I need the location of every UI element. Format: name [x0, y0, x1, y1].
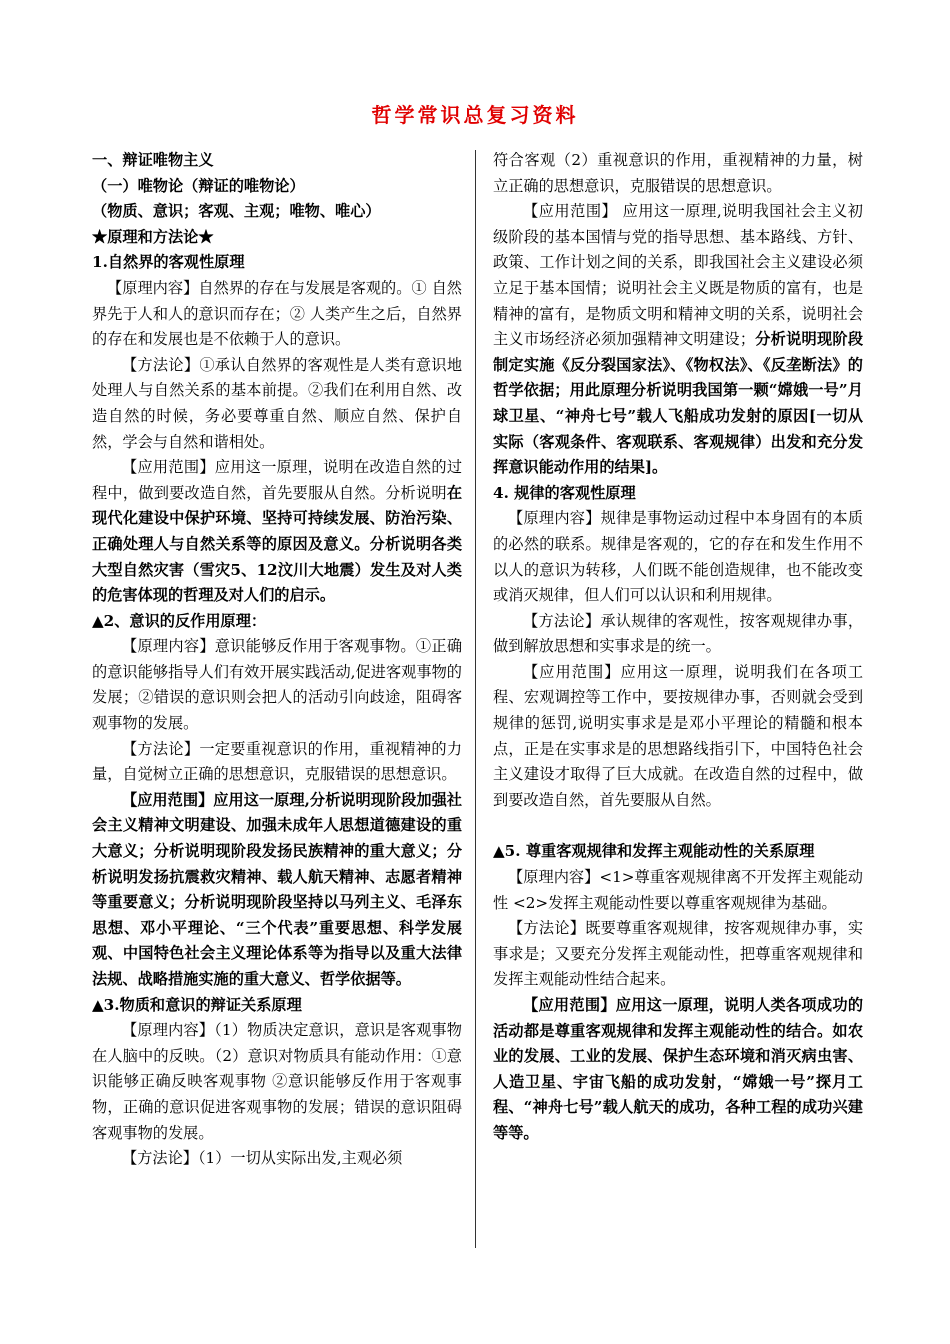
paragraph: 【原理内容】（1）物质决定意识，意识是客观事物在人脑中的反映。（2）意识对物质具有能动作用：①意识能够正确反映客观事物 ②意识能够反作用于客观事物，正确的意识促进客观事物的发展；错误的意识阻碍客观事物的发展。: [92, 1021, 462, 1142]
paragraph: 【方法论】既要尊重客观规律，按客观规律办事，实事求是；又要充分发挥主观能动性，把尊重客观规律和发挥主观能动性结合起来。: [493, 919, 863, 989]
item-heading-4: 4. 规律的客观性原理: [493, 483, 636, 502]
document-title: 哲学常识总复习资料: [371, 103, 579, 127]
principle-heading: ★原理和方法论★: [92, 227, 214, 246]
paragraph-text: 【应用范围】应用这一原理，说明在改造自然的过程中，做到要改造自然，首先要服从自然。分析说明: [92, 458, 462, 502]
paragraph: [493, 199, 863, 481]
paragraph: 【方法论】（1）一切从实际出发,主观必须: [122, 1149, 403, 1168]
item-heading-3: ▲3.物质和意识的辩证关系原理: [92, 995, 302, 1014]
paragraph: 【应用范围】应用这一原理，说明人类各项成功的活动都是尊重客观规律和发挥主观能动性的结合。如农业的发展、工业的发展、保护生态环境和消灭病虫害、人造卫星、宇宙飞船的成功发射，“嫦娥一号”探月工程、“神舟七号”载人航天的成功，各种工程的成功兴建等等。: [493, 996, 863, 1142]
paragraph: 【应用范围】应用这一原理，说明我们在各项工程、宏观调控等工作中，要按规律办事，否则就会受到规律的惩罚,说明实事求是是邓小平理论的精髓和根本点，正是在实事求是的思想路线指引下，中国特色社会主义建设才取得了巨大成就。在改造自然的过程中，做到要改造自然，首先要服从自然。: [493, 662, 863, 809]
spacer: [493, 813, 863, 839]
right-column: [493, 148, 863, 1147]
keywords-line: （物质、意识；客观、主观；唯物、唯心）: [92, 202, 381, 221]
paragraph: 【方法论】承认规律的客观性，按客观规律办事，做到解放思想和实事求是的统一。: [493, 611, 863, 656]
paragraph-text: 【应用范围】 应用这一原理,说明我国社会主义初级阶段的基本国情与党的指导思想、基本路线、方针、政策、工作计划之间的关系，即我国社会主义建设必须立足于基本国情；说明社会主义既是物质的富有，也是精神的富有，是物质文明和精神文明的关系，说明社会主义市场经济必须加强精神文明建设；: [493, 202, 863, 349]
paragraph: 【原理内容】自然界的存在与发展是客观的。① 自然界先于人和人的意识而存在；② 人类产生之后，自然界的存在和发展也是不依赖于人的意识。: [92, 278, 462, 349]
paragraph-bold-text: 分析说明现阶段制定实施《反分裂国家法》、《物权法》、《反垄断法》的哲学依据；用此原理分析说明我国第一颗“嫦娥一号”月球卫星、“神舟七号”载人飞船成功发射的原因[一切从实际（客观条件、客观联系、客观规律）出发和充分发挥意识能动作用的结果]。: [493, 330, 864, 477]
paragraph: 【原理内容】意识能够反作用于客观事物。①正确的意识能够指导人们有效开展实践活动,促进客观事物的发展；②错误的意识则会把人的活动引向歧途，阻碍客观事物的发展。: [92, 637, 462, 733]
paragraph: 【原理内容】规律是事物运动过程中本身固有的本质的必然的联系。规律是客观的，它的存在和发生作用不以人的意识为转移，人们既不能创造规律，也不能改变或消灭规律，但人们可以认识和利用规律。: [493, 509, 863, 605]
left-column: [92, 148, 462, 1172]
paragraph-bold-text: 在现代化建设中保护环境、坚持可持续发展、防治污染、正确处理人与自然关系等的原因及意义。分析说明各类大型自然灾害（雪灾5、12汶川大地震）发生及对人类的危害体现的哲理及对人们的启示。: [92, 483, 462, 605]
paragraph: 【方法论】一定要重视意识的作用，重视精神的力量，自觉树立正确的思想意识，克服错误的思想意识。: [92, 739, 462, 784]
paragraph: 符合客观（2）重视意识的作用，重视精神的力量，树立正确的思想意识，克服错误的思想意识。: [493, 151, 863, 195]
item-heading-1: 1.自然界的客观性原理: [92, 253, 245, 272]
section-heading: 一、辩证唯物主义: [92, 151, 214, 169]
item-heading-5: ▲5. 尊重客观规律和发挥主观能动性的关系原理: [493, 842, 815, 861]
paragraph: 【原理内容】<1>尊重客观规律离不开发挥主观能动性 <2>发挥主观能动性要以尊重客观规律为基础。: [493, 868, 863, 912]
column-divider: [475, 150, 476, 1248]
paragraph: 【应用范围】应用这一原理,分析说明现阶段加强社会主义精神文明建设、加强未成年人思想道德建设的重大意义；分析说明现阶段发扬民族精神的重大意义；分析说明发扬抗震救灾精神、载人航天精神、志愿者精神等重要意义；分析说明现阶段坚持以马列主义、毛泽东思想、邓小平理论、“三个代表”重要思想、科学发展观、中国特色社会主义理论体系等为指导以及重大法律法规、战略措施实施的重大意义、哲学依据等。: [92, 790, 462, 988]
item-heading-2: ▲2、意识的反作用原理：: [92, 611, 267, 630]
paragraph: [92, 455, 462, 609]
paragraph: 【方法论】①承认自然界的客观性是人类有意识地处理人与自然关系的基本前提。②我们在利用自然、改造自然的时候，务必要尊重自然、顺应自然、保护自然，学会与自然和谐相处。: [92, 355, 462, 451]
subsection-heading: （一）唯物论（辩证的唯物论）: [92, 176, 305, 195]
